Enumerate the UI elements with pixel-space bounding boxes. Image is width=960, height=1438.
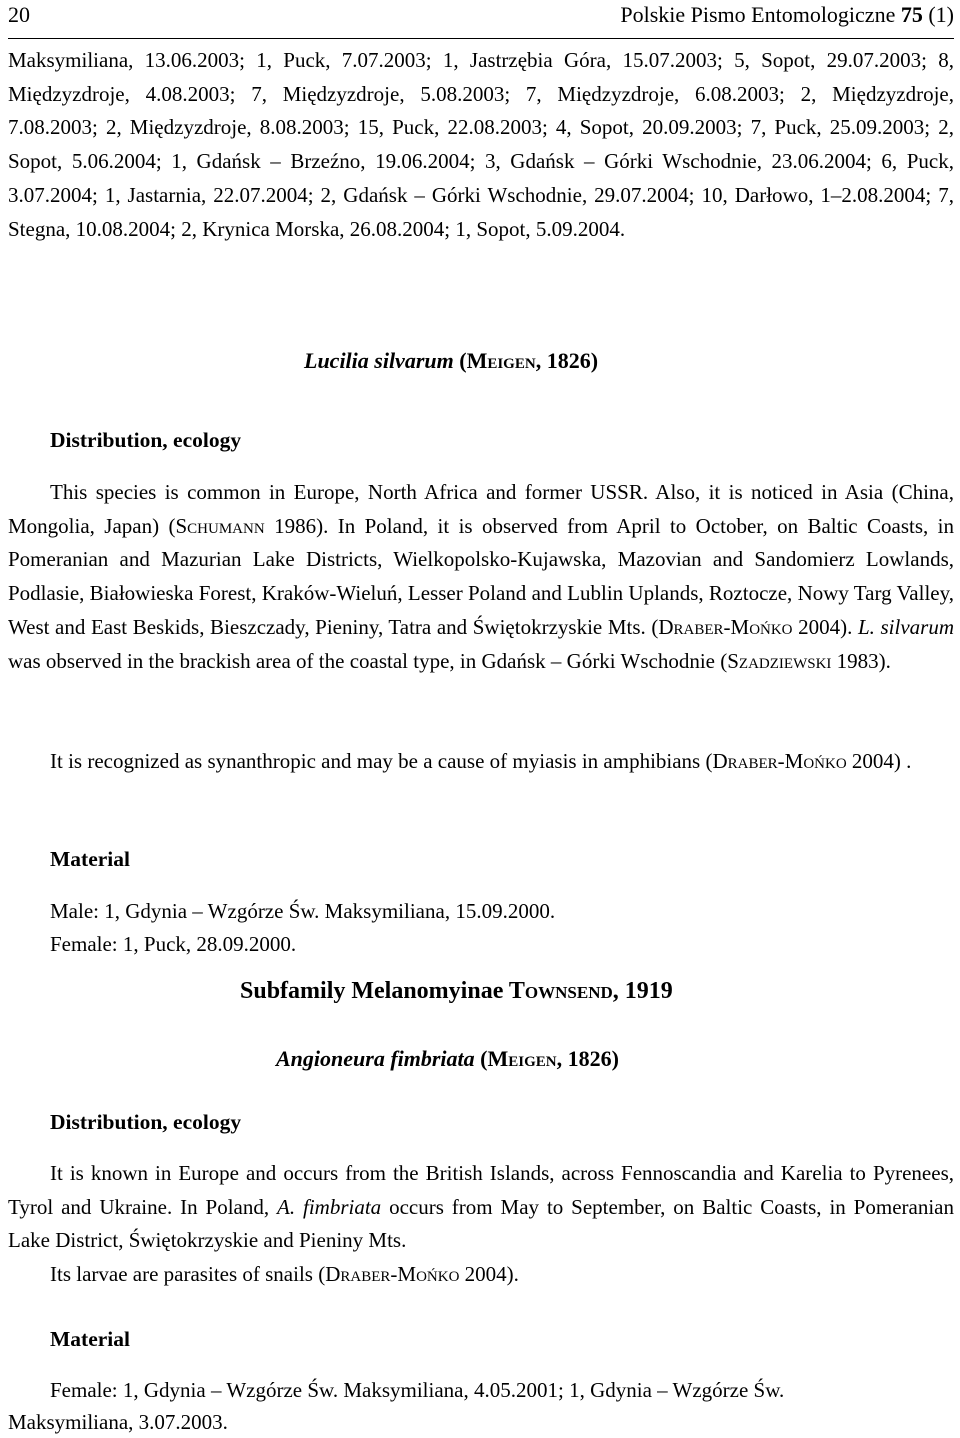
species-title-lucilia <box>304 348 598 374</box>
subfamily-title: Subfamily Melanomyinae Townsend, 1919 <box>240 978 673 1004</box>
material-male-line: Male: 1, Gdynia – Wzgórze Św. Maksymiliana, 15.09.2000. <box>50 899 556 923</box>
species-name: Lucilia silvarum <box>304 348 454 373</box>
journal-name: Polskie Pismo Entomologiczne <box>620 2 896 27</box>
journal-title <box>620 2 954 28</box>
page-number: 20 <box>8 2 30 27</box>
page <box>8 0 954 1438</box>
species-title-angioneura <box>276 1046 619 1072</box>
larvae-paragraph: Its larvae are parasites of snails (Draber-Mońko 2004). <box>50 1262 519 1286</box>
journal-volume: 75 <box>900 2 923 27</box>
running-header <box>8 0 954 39</box>
continuation-paragraph: Maksymiliana, 13.06.2003; 1, Puck, 7.07.2003; 1, Jastrzębia Góra, 15.07.2003; 5, Sopot, 29.07.2003; 8, Międzyzdroje, 4.08.2003; 7, Międzyzdroje, 5.08.2003; 7, Międzyzdroje, 6.08.2003; 2, Międzyzdroje, 7.08.2003; 2, Międzyzdroje, 8.08.2003; 15, Puck, 22.08.2003; 4, Sopot, 20.09.2003; 7, Puck, 25.09.2003; 2, Sopot, 5.06.2004; 1, Gdańsk – Brzeźno, 19.06.2004; 3, Gdańsk – Górki Wschodnie, 23.06.2004; 6, Puck, 3.07.2004; 1, Jastarnia, 22.07.2004; 2, Gdańsk – Górki Wschodnie, 29.07.2004; 10, Darłowo, 1–2.08.2004; 7, Stegna, 10.08.2004; 2, Krynica Morska, 26.08.2004; 1, Sopot, 5.09.2004. <box>8 48 954 241</box>
material-female-line: Female: 1, Puck, 28.09.2000. <box>50 932 297 956</box>
distribution-paragraph: This species is common in Europe, North Africa and former USSR. Also, it is noticed in Asia (China, Mongolia, Japan) (Schumann 1986). In Poland, it is observed from April to October, on Baltic Coasts, in Pomeranian and Mazurian Lake Districts, Wielkopolsko-Kujawska, Mazovian and Sandomierz Lowlands, Podlasie, Białowieska Forest, Kraków-Wieluń, Lesser Poland and Lublin Uplands, Roztocze, Nowy Targ Valley, West and East Beskids, Bieszczady, Pieniny, Tatra and Świętokrzyskie Mts. (Draber-Mońko 2004). L. silvarum was observed in the brackish area of the coastal type, in Gdańsk – Górki Wschodnie (Szadziewski 1983). <box>8 480 954 673</box>
synanthropy-paragraph: It is recognized as synanthropic and may be a cause of myiasis in amphibians (Draber-Mońko 2004) . <box>50 749 912 773</box>
section-heading-material: Material <box>50 847 130 871</box>
material-line-2: Maksymiliana, 3.07.2003. <box>8 1410 228 1434</box>
distribution-paragraph-2: It is known in Europe and occurs from the British Islands, across Fennoscandia and Karelia to Pyrenees, Tyrol and Ukraine. In Poland, A. fimbriata occurs from May to September, on Baltic Coasts, in Pomeranian Lake District, Świętokrzyskie and Pieniny Mts. <box>8 1161 954 1253</box>
species-name: Angioneura fimbriata <box>276 1046 475 1071</box>
section-heading-distribution: Distribution, ecology <box>50 428 242 452</box>
section-heading-material-2: Material <box>50 1327 130 1351</box>
section-heading-distribution-2: Distribution, ecology <box>50 1110 242 1134</box>
species-author: (Meigen, 1826) <box>480 1046 619 1071</box>
species-author: (Meigen, 1826) <box>459 348 599 373</box>
material-line-1: Female: 1, Gdynia – Wzgórze Św. Maksymiliana, 4.05.2001; 1, Gdynia – Wzgórze Św. <box>50 1378 785 1402</box>
journal-issue: (1) <box>928 2 954 27</box>
